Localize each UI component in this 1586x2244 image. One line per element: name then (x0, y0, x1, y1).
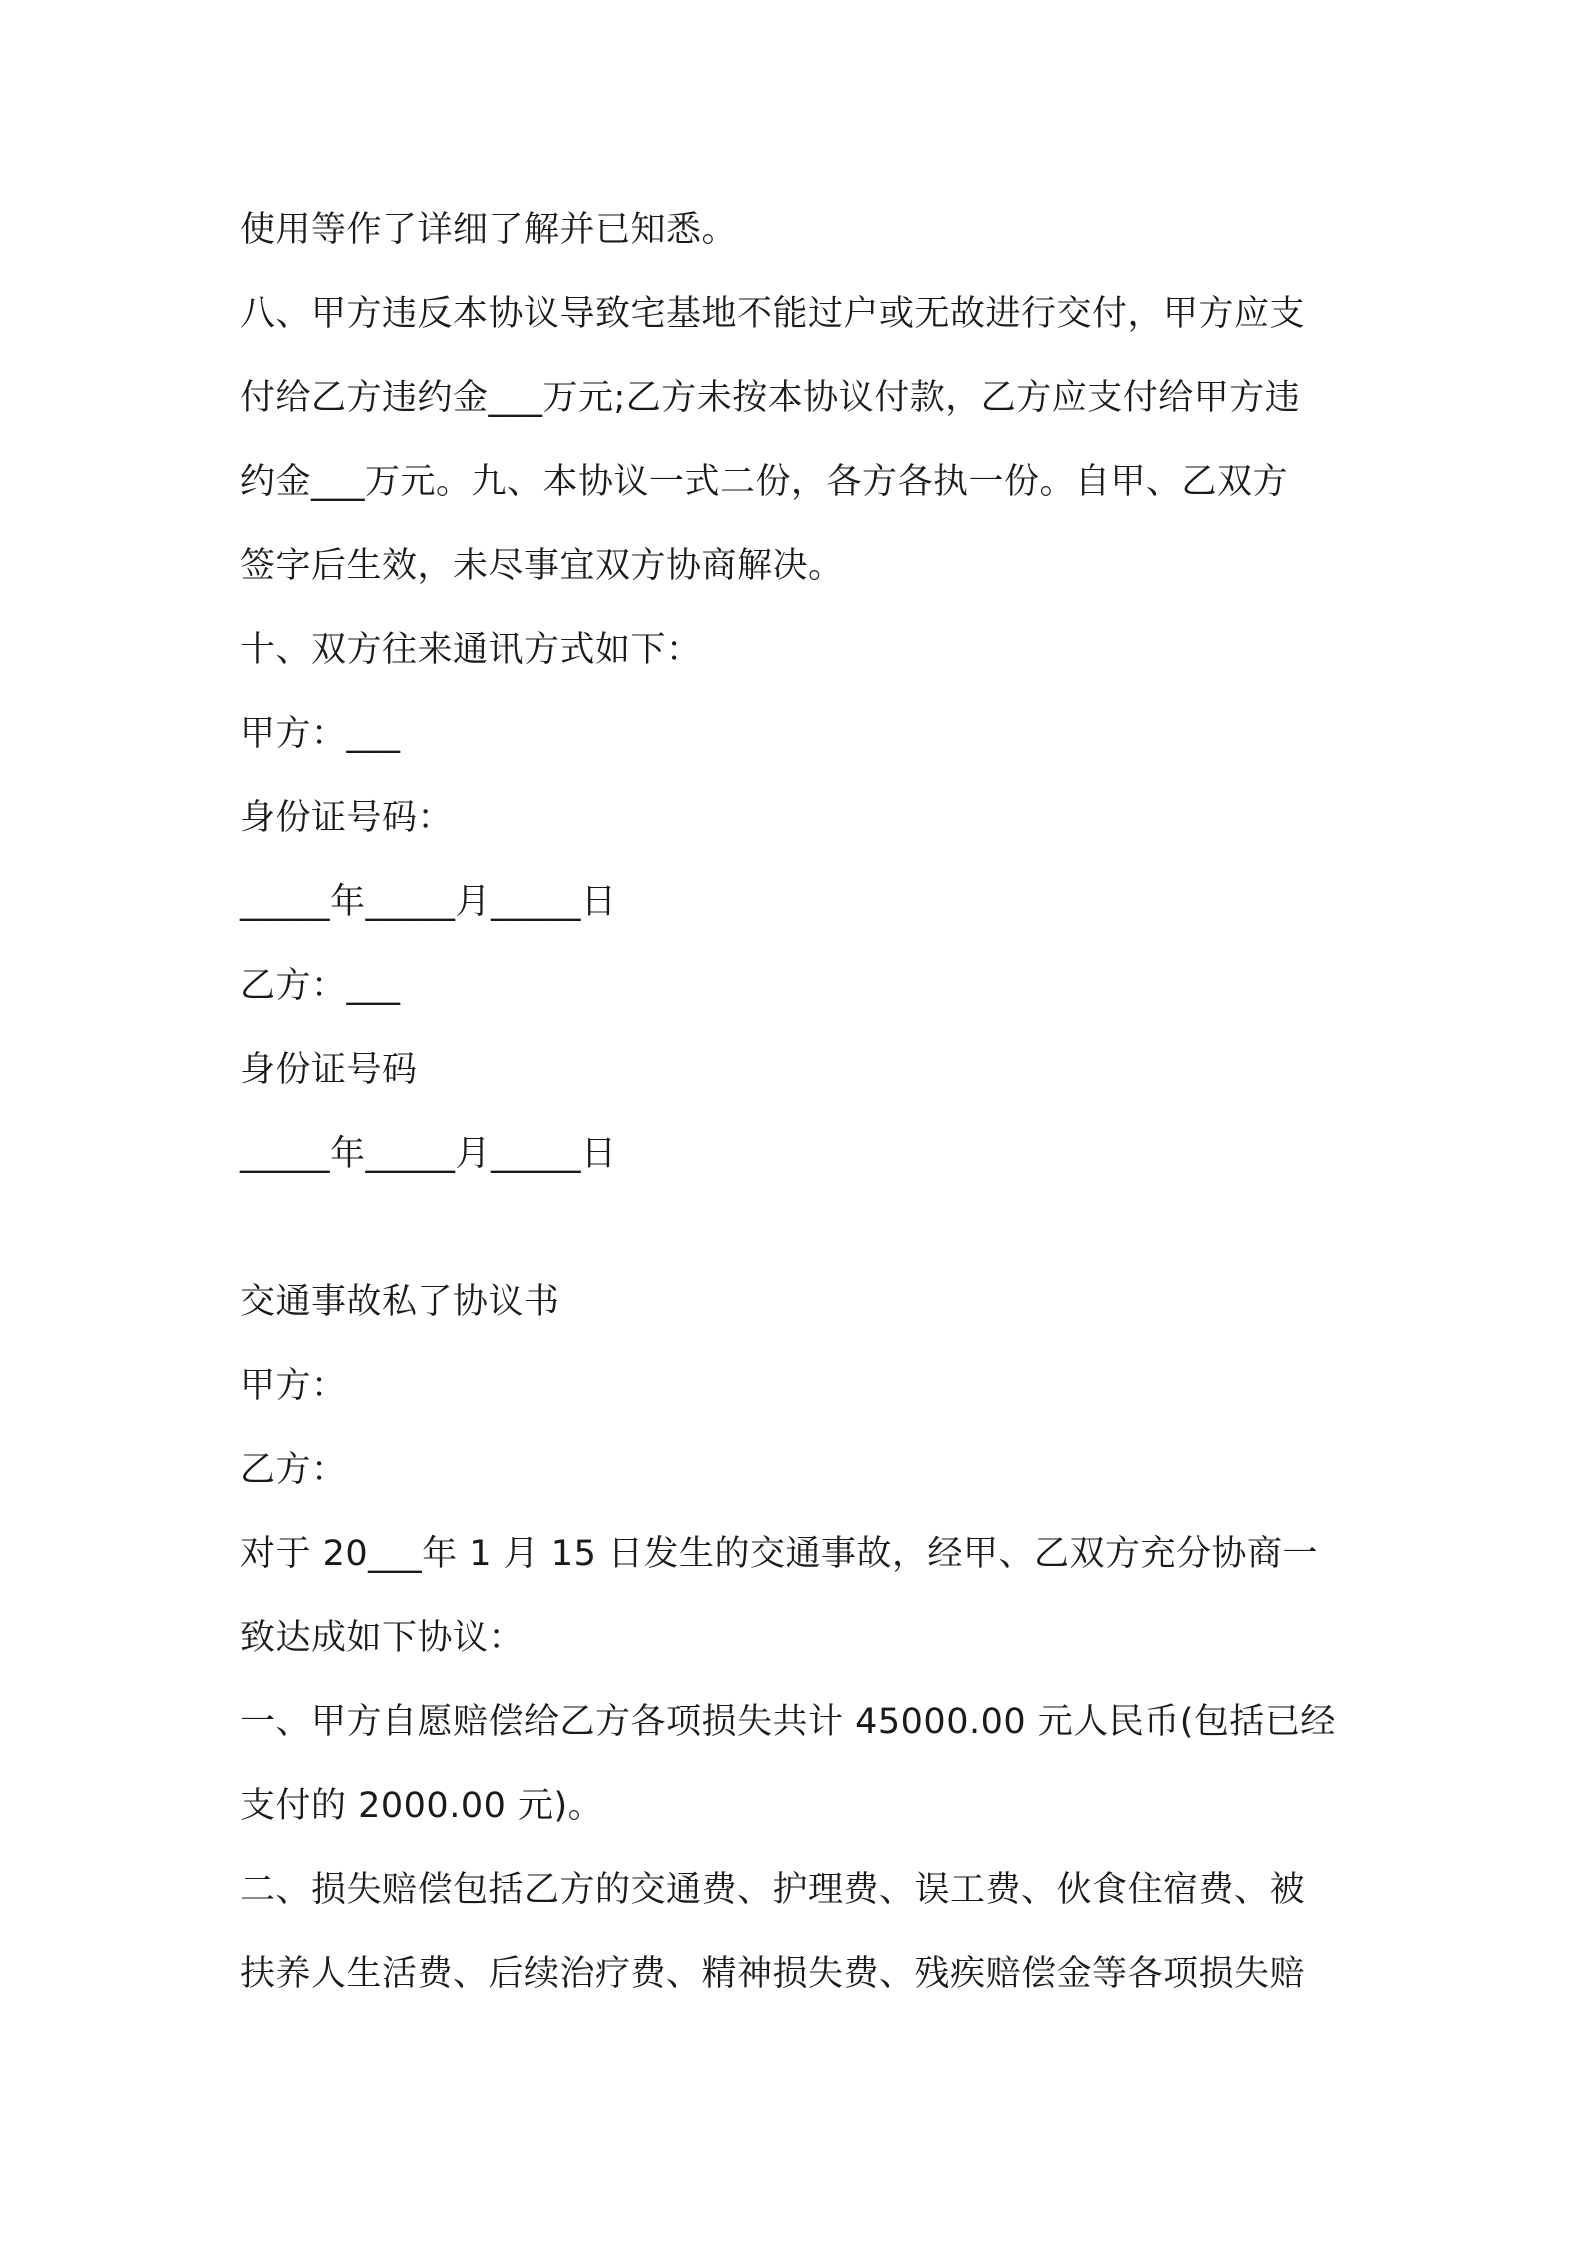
clause-10-heading: 十、双方往来通讯方式如下： (240, 630, 702, 670)
party-b-field: 乙方： (240, 1450, 347, 1490)
party-b-date-line: _____年_____月_____日 (240, 1134, 617, 1174)
party-b-id-line: 身份证号码 (240, 1050, 418, 1090)
clause-9-line-4: 签字后生效，未尽事宜双方协商解决。 (240, 546, 844, 586)
clause-8-line-2: 付给乙方违约金___万元;乙方未按本协议付款，乙方应支付给甲方违 (240, 378, 1301, 418)
party-a-date-line: _____年_____月_____日 (240, 882, 617, 922)
party-a-field: 甲方： (240, 1366, 347, 1406)
preamble-line-2: 致达成如下协议： (240, 1618, 525, 1658)
agreement-title: 交通事故私了协议书 (240, 1282, 560, 1322)
party-a-line: 甲方：___ (240, 714, 401, 754)
clause-8-9-line-3: 约金___万元。九、本协议一式二份，各方各执一份。自甲、乙双方 (240, 462, 1289, 502)
text-line: 使用等作了详细了解并已知悉。 (240, 210, 738, 250)
clause-2-line-1: 二、损失赔偿包括乙方的交通费、护理费、误工费、伙食住宿费、被 (240, 1870, 1306, 1910)
clause-1-line-2: 支付的 2000.00 元)。 (240, 1786, 604, 1826)
clause-1-line-1: 一、甲方自愿赔偿给乙方各项损失共计 45000.00 元人民币(包括已经 (240, 1702, 1336, 1742)
section-gap (240, 1206, 1360, 1270)
clause-2-line-2: 扶养人生活费、后续治疗费、精神损失费、残疾赔偿金等各项损失赔 (240, 1954, 1306, 1994)
clause-8-line-1: 八、甲方违反本协议导致宅基地不能过户或无故进行交付，甲方应支 (240, 294, 1306, 334)
document-body (240, 198, 1360, 2026)
preamble-line-1: 对于 20___年 1 月 15 日发生的交通事故，经甲、乙双方充分协商一 (240, 1534, 1318, 1574)
party-b-line: 乙方：___ (240, 966, 401, 1006)
party-a-id-line: 身份证号码： (240, 798, 454, 838)
